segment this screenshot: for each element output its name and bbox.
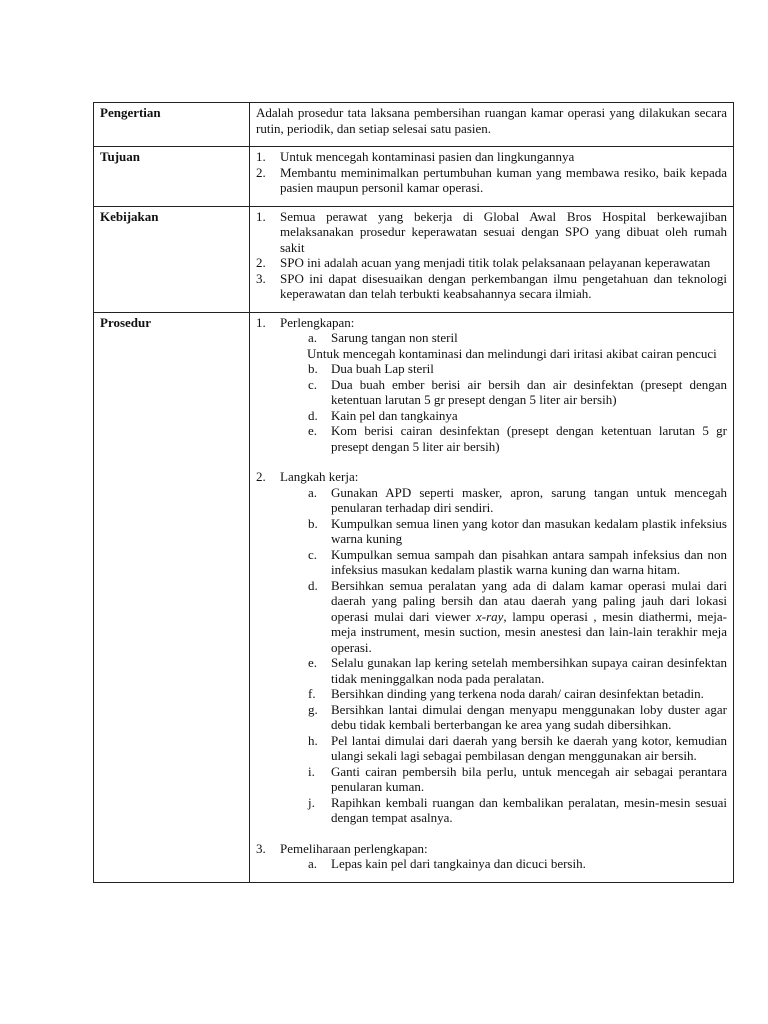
content-prosedur [250,312,734,882]
item-letter: j. [308,794,315,810]
item-letter: f. [308,686,316,701]
item-letter: a. [308,856,318,871]
item-letter: d. [308,577,318,593]
pengertian-text: Adalah prosedur tata laksana pembersihan ruangan kamar operasi yang dilakukan secara rutin, periodik, dan setiap selesai satu pasien. [256,105,727,136]
label-kebijakan: Kebijakan [94,206,250,312]
item-letter: b. [308,361,318,376]
pemeliharaan-list [280,856,727,872]
item-text: Gunakan APD seperti masker, apron, sarung tangan untuk mencegah penularan terhadap diri sendiri. [331,484,727,515]
item-text-part: , lampu operasi , mesin diathermi, meja-meja instrument, mesin suction, mesin anestesi dan lain-lain terakhir meja operasi. [331,608,727,655]
item-text: Kumpulkan semua sampah dan pisahkan antara sampah infeksius dan non infeksius masukan kedalam plastik warna kuning dan warna hitam. [331,546,727,577]
row-prosedur [94,312,734,882]
row-tujuan [94,147,734,207]
perlengkapan-list-cont [280,361,727,454]
row-kebijakan [94,206,734,312]
section-number: 3. [256,840,266,856]
list-item [256,270,727,302]
prosedur-list [256,315,727,872]
section-title: Pemeliharaan perlengkapan: [280,840,428,856]
list-item [308,330,727,346]
item-text: Pel lantai dimulai dari daerah yang bersih ke daerah yang kotor, kemudian ulangi sekali lagi sebagai pembilasan dengan menggunakan air bersih. [331,732,727,763]
list-item [308,423,727,454]
perlengkapan-list [280,330,727,346]
list-item [308,701,727,733]
item-number: 2. [256,164,266,180]
list-item [256,149,727,165]
list-item [308,577,727,656]
langkah-kerja-list [280,485,727,826]
list-item [308,484,727,516]
item-number: 1. [256,208,266,224]
item-letter: i. [308,763,315,779]
list-item [308,732,727,764]
item-text-part: Bersihkan semua peralatan yang ada di dalam kamar operasi mulai dari daerah yang paling bersih dan atau daerah yang paling jauh dari lokasi operasi mulai dari viewer [331,577,727,624]
label-prosedur: Prosedur [94,312,250,882]
item-letter: h. [308,732,318,748]
list-item [256,208,727,256]
item-text: Bersihkan dinding yang terkena noda darah/ cairan desinfektan betadin. [331,686,704,701]
item-text: Sarung tangan non steril [331,330,458,345]
item-text: SPO ini adalah acuan yang menjadi titik tolak pelaksanaan pelayanan keperawatan [280,255,711,270]
list-item [308,376,727,408]
prosedur-section-langkah-kerja [256,469,727,841]
section-title: Perlengkapan: [280,314,355,330]
spacer [280,826,727,841]
list-item [256,164,727,196]
prosedur-section-pemeliharaan [256,840,727,872]
list-item [308,686,727,702]
item-text: Bersihkan lantai dimulai dengan menyapu menggunakan loby duster agar debu tidak kembali berterbangan ke area yang sudah dibersihkan. [331,701,727,732]
item-number: 2. [256,255,266,270]
list-item [308,856,727,872]
item-text: Rapihkan kembali ruangan dan kembalikan peralatan, mesin-mesin sesuai dengan tempat asalnya. [331,794,727,825]
content-tujuan [250,147,734,207]
kebijakan-list [256,209,727,302]
item-text: SPO ini dapat disesuaikan dengan perkembangan ilmu pengetahuan dan teknologi keperawatan dan telah terbukti keabsahannya secara ilmiah. [280,270,727,301]
list-item [308,655,727,686]
item-letter: a. [308,484,318,500]
item-text [331,578,727,655]
section-number: 1. [256,314,266,330]
item-text: Kain pel dan tangkainya [331,407,458,423]
item-number: 1. [256,149,266,164]
item-letter: a. [308,330,318,345]
item-text: Dua buah Lap steril [331,361,434,376]
list-item [308,407,727,424]
label-tujuan: Tujuan [94,147,250,207]
label-pengertian: Pengertian [94,103,250,147]
item-letter: g. [308,701,318,717]
section-title: Langkah kerja: [280,469,359,484]
item-letter: b. [308,515,318,531]
item-text: Dua buah ember berisi air bersih dan air desinfektan (presept dengan ketentuan larutan 5 gr presept dengan 5 liter air bersih) [331,376,727,407]
item-note: Untuk mencegah kontaminasi dan melindungi dari iritasi akibat cairan pencuci [307,345,717,361]
item-text: Kom berisi cairan desinfektan (presept dengan ketentuan larutan 5 gr presept dengan 5 liter air bersih) [331,423,727,454]
tujuan-list [256,149,727,196]
list-item [308,763,727,795]
item-letter: d. [308,407,318,423]
item-letter: e. [308,655,318,670]
item-text-emphasis: x-ray [475,608,504,624]
item-text: Kumpulkan semua linen yang kotor dan masukan kedalam plastik infeksius warna kuning [331,515,727,546]
list-item [256,255,727,271]
item-text: Semua perawat yang bekerja di Global Awal Bros Hospital berkewajiban melaksanakan prosedur keperawatan sesuai dengan SPO yang dibuat oleh rumah sakit [280,208,727,255]
spacer [280,454,727,469]
item-text: Ganti cairan pembersih bila perlu, untuk mencegah air sebagai perantara penularan kuman. [331,763,727,794]
item-text: Untuk mencegah kontaminasi pasien dan lingkungannya [280,149,575,164]
list-item [308,515,727,547]
list-item [308,361,727,377]
item-text: Selalu gunakan lap kering setelah membersihkan supaya cairan desinfektan tidak meninggalkan noda pada peralatan. [331,655,727,686]
list-item [308,794,727,826]
list-item [308,546,727,578]
item-number: 3. [256,270,266,286]
section-number: 2. [256,469,266,484]
spo-table [93,102,734,883]
item-text: Lepas kain pel dari tangkainya dan dicuci bersih. [331,856,586,871]
row-pengertian [94,103,734,147]
item-letter: c. [308,376,318,392]
prosedur-section-perlengkapan [256,314,727,470]
item-letter: c. [308,546,318,562]
content-kebijakan [250,206,734,312]
item-letter: e. [308,423,318,438]
content-pengertian [250,103,734,147]
item-text: Membantu meminimalkan pertumbuhan kuman yang membawa resiko, baik kepada pasien maupun personil kamar operasi. [280,164,727,195]
